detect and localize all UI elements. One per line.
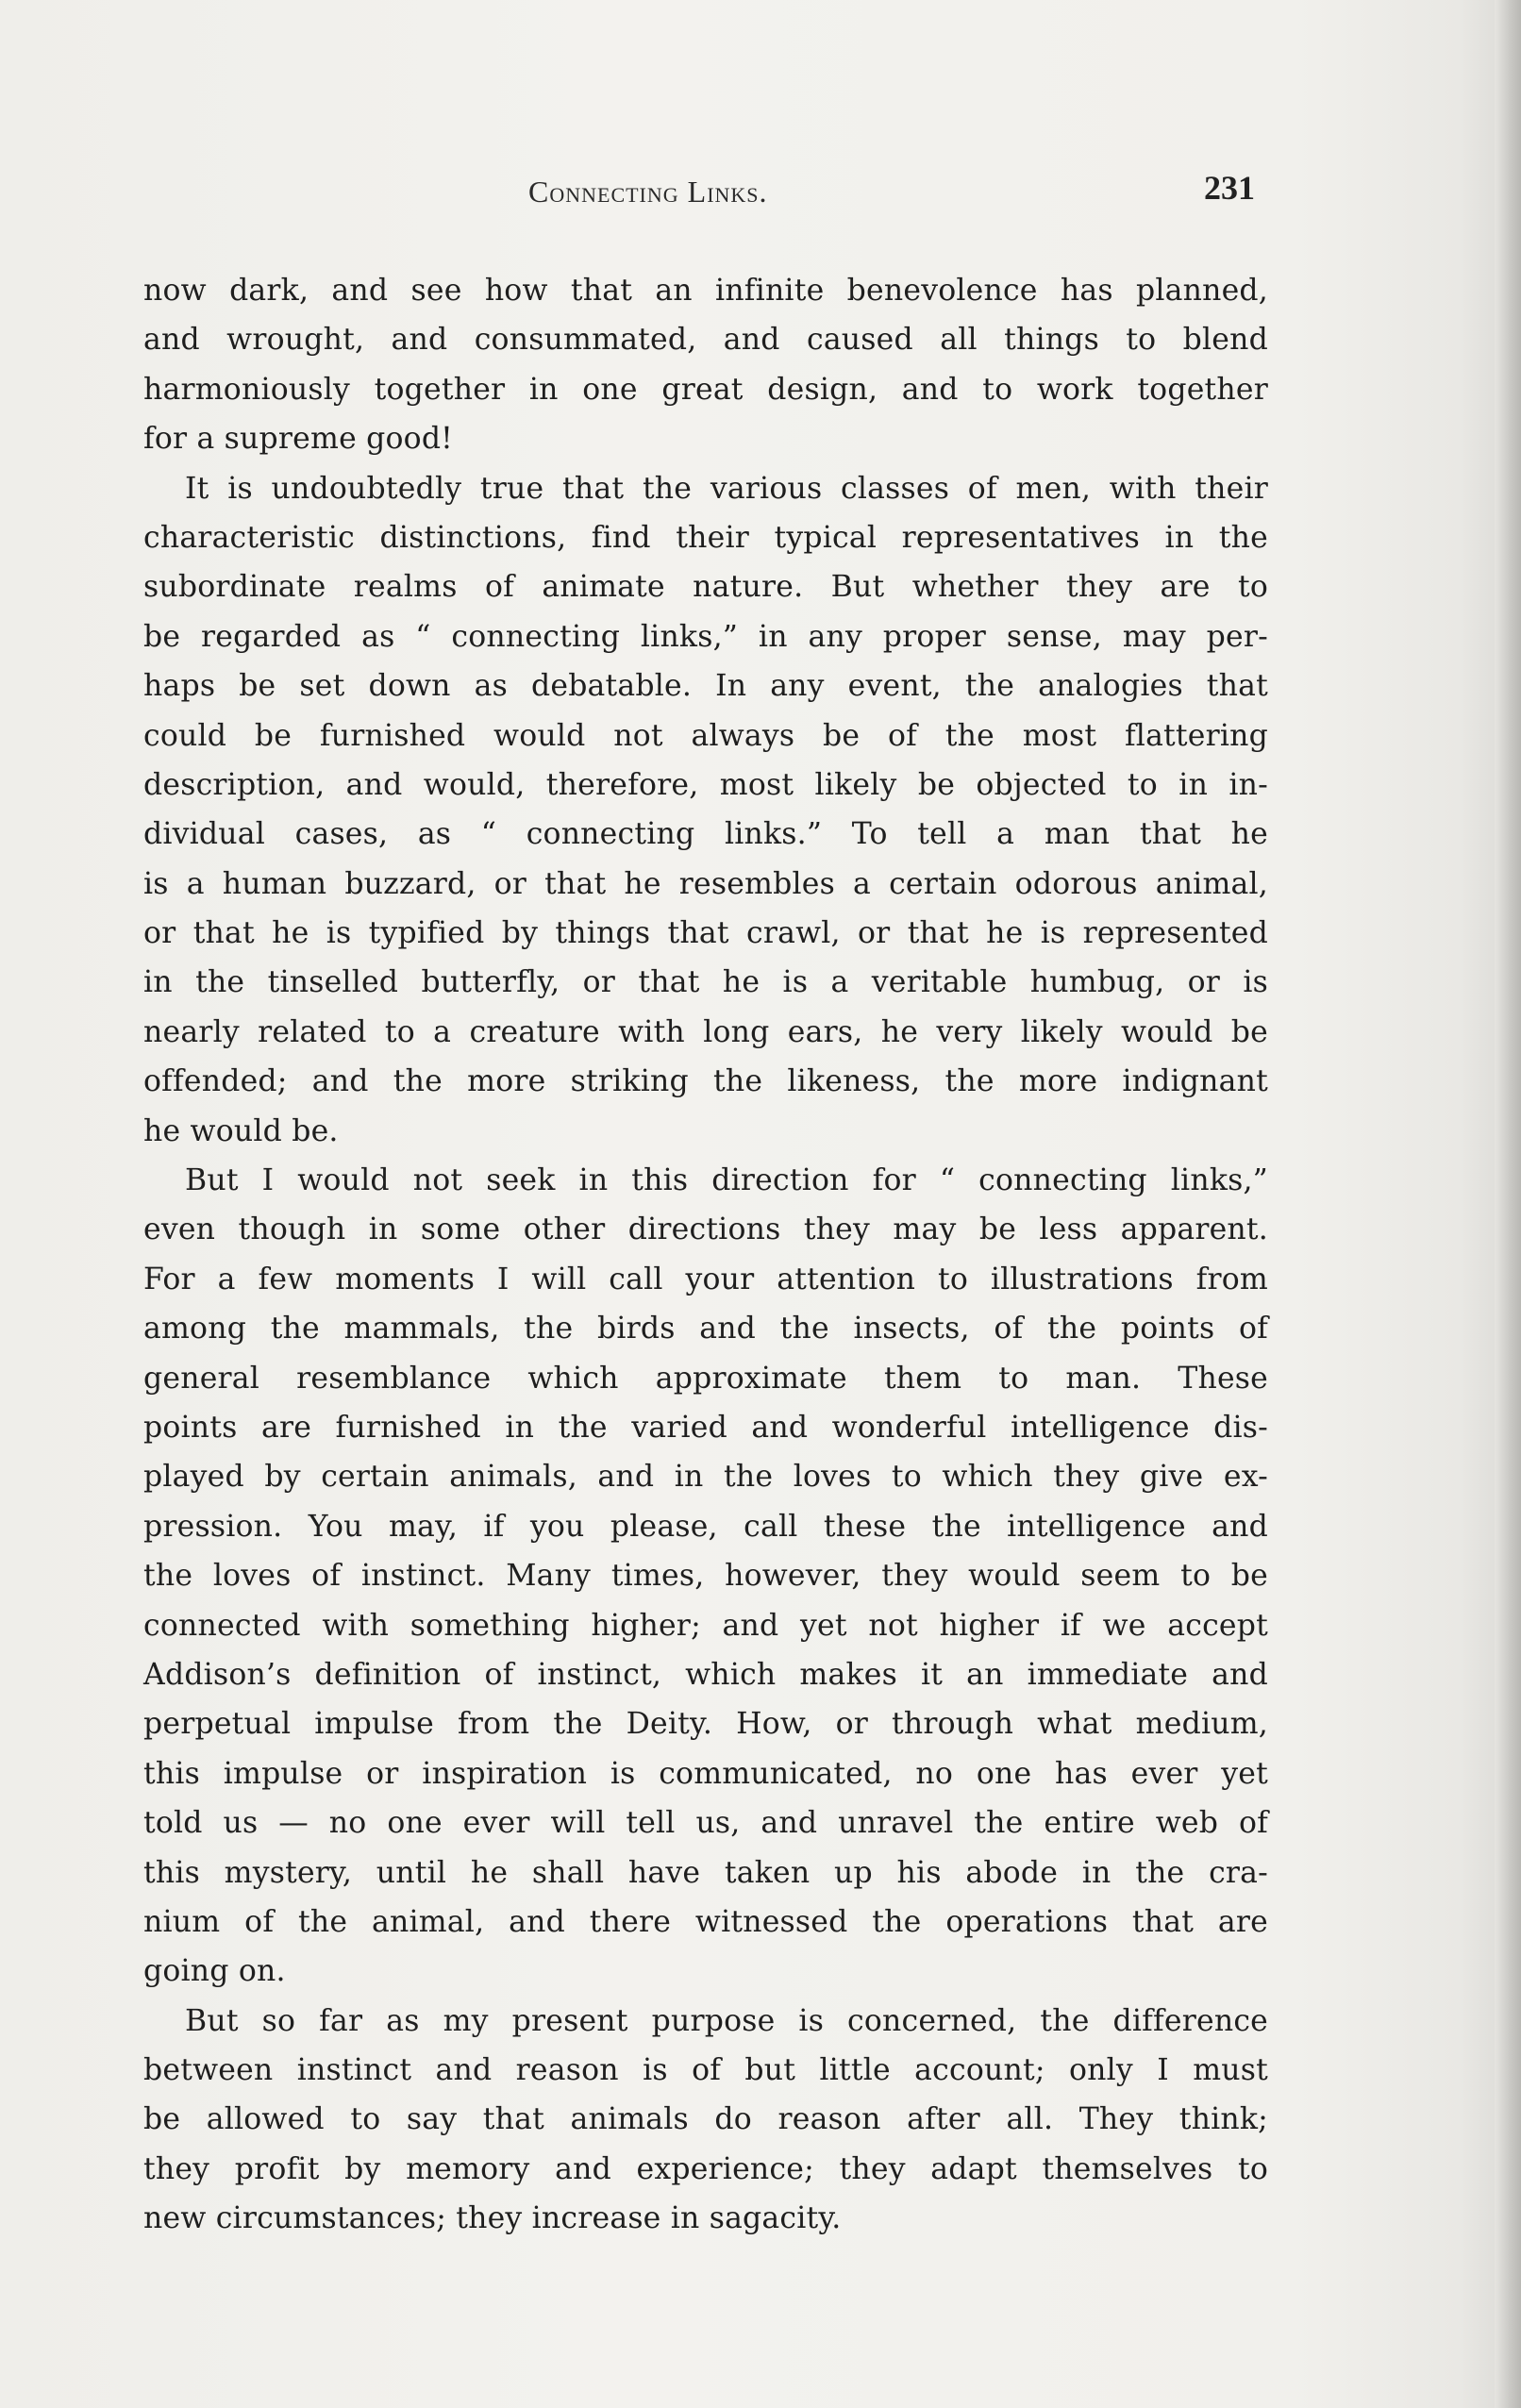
text-line: among the mammals, the birds and the insects, of the points of xyxy=(143,1312,1268,1346)
text-line: even though in some other directions they may be less apparent. xyxy=(143,1212,1268,1247)
text-line: this mystery, until he shall have taken up his abode in the cra- xyxy=(143,1855,1268,1890)
text-line: For a few moments I will call your attention to illustrations from xyxy=(143,1262,1268,1296)
text-line: be regarded as “ connecting links,” in any proper sense, may per- xyxy=(143,619,1268,654)
text-line: offended; and the more striking the likeness, the more indignant xyxy=(143,1064,1268,1099)
text-line: subordinate realms of animate nature. But whether they are to xyxy=(143,570,1268,605)
text-line: and wrought, and consummated, and caused all things to blend xyxy=(143,323,1268,358)
text-line: It is undoubtedly true that the various classes of men, with their xyxy=(185,471,1268,506)
text-line: could be furnished would not always be of the most flattering xyxy=(143,718,1268,753)
text-line: general resemblance which approximate them to man. These xyxy=(143,1361,1268,1396)
text-line: between instinct and reason is of but little account; only I must xyxy=(143,2053,1268,2088)
text-line: they profit by memory and experience; they adapt themselves to xyxy=(143,2151,1268,2186)
page-number: 231 xyxy=(1204,169,1255,207)
text-line: nium of the animal, and there witnessed the operations that are xyxy=(143,1904,1268,1939)
text-line: or that he is typified by things that crawl, or that he is represented xyxy=(143,916,1268,951)
text-line: characteristic distinctions, find their typical representatives in the xyxy=(143,520,1268,555)
text-line: nearly related to a creature with long ears, he very likely would be xyxy=(143,1014,1268,1049)
text-line: played by certain animals, and in the loves to which they give ex- xyxy=(143,1460,1268,1495)
text-line: this impulse or inspiration is communicated, no one has ever yet xyxy=(143,1756,1268,1791)
text-line: Addison’s definition of instinct, which makes it an immediate and xyxy=(143,1657,1268,1692)
text-line: pression. You may, if you please, call these the intelligence and xyxy=(143,1509,1268,1544)
text-line: description, and would, therefore, most likely be objected to in in- xyxy=(143,767,1268,802)
text-line: told us — no one ever will tell us, and unravel the entire web of xyxy=(143,1806,1268,1841)
text-line: dividual cases, as “ connecting links.” To tell a man that he xyxy=(143,817,1268,852)
text-line: the loves of instinct. Many times, however, they would seem to be xyxy=(143,1559,1268,1594)
text-line: perpetual impulse from the Deity. How, or through what medium, xyxy=(143,1707,1268,1742)
text-line: haps be set down as debatable. In any event, the analogies that xyxy=(143,669,1268,704)
text-line: is a human buzzard, or that he resembles a certain odorous animal, xyxy=(143,866,1268,901)
text-line: now dark, and see how that an infinite benevolence has planned, xyxy=(143,274,1268,308)
text-line: going on. xyxy=(143,1954,286,1989)
text-line: he would be. xyxy=(143,1113,339,1148)
binding-gutter xyxy=(1495,0,1521,2408)
text-line: harmoniously together in one great design, and to work together xyxy=(143,372,1268,407)
text-line: connected with something higher; and yet not higher if we accept xyxy=(143,1608,1268,1643)
text-line: in the tinselled butterfly, or that he is a veritable humbug, or is xyxy=(143,965,1268,1000)
text-line: for a supreme good! xyxy=(143,422,454,457)
text-line: new circumstances; they increase in sagacity. xyxy=(143,2201,842,2236)
text-line: But so far as my present purpose is concerned, the difference xyxy=(185,2003,1268,2038)
text-line: be allowed to say that animals do reason after all. They think; xyxy=(143,2102,1268,2137)
text-line: points are furnished in the varied and wonderful intelligence dis- xyxy=(143,1410,1268,1445)
running-title: Connecting Links. xyxy=(528,175,768,209)
body-text xyxy=(143,266,1268,2244)
text-line: But I would not seek in this direction for “ connecting links,” xyxy=(185,1163,1268,1198)
